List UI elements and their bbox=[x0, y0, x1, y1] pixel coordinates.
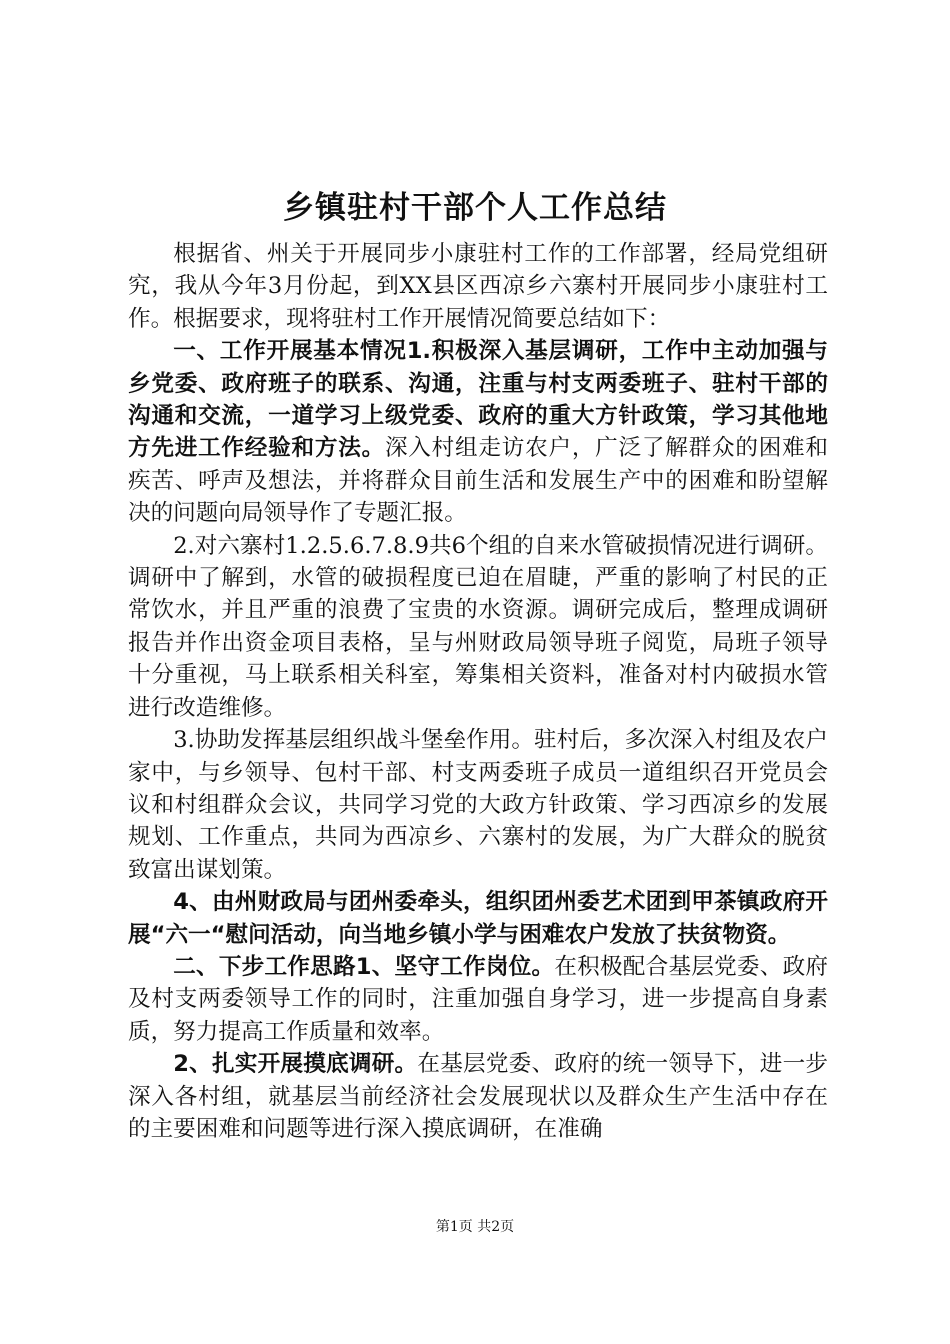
paragraph-next-item-2 bbox=[128, 1048, 828, 1145]
document-body bbox=[128, 238, 828, 1145]
paragraph-text: 在积极配合基层党委、政府及村支两委领导工作的同时，注重加强自身学习，进一步提高自身素质，努力提高工作质量和效率。 bbox=[128, 953, 828, 1045]
item-heading: 2、扎实开展摸底调研。 bbox=[173, 1051, 418, 1078]
paragraph-text: 根据省、州关于开展同步小康驻村工作的工作部署，经局党组研究，我从今年3月份起，到XX县区西凉乡六寨村开展同步小康驻村工作。根据要求，现将驻村工作开展情况简要总结如下： bbox=[128, 241, 828, 332]
paragraph-text: 深入村组走访农户，广泛了解群众的困难和疾苦、呼声及想法，并将群众目前生活和发展生产中的困难和盼望解决的问题向局领导作了专题汇报。 bbox=[128, 435, 829, 527]
paragraph-text: 3.协助发挥基层组织战斗堡垒作用。驻村后，多次深入村组及农户家中，与乡领导、包村干部、村支两委班子成员一道组织召开党员会议和村组群众会议，共同学习党的大政方针政策、学习西凉乡的发展规划、工作重点，共同为西凉乡、六寨村的发展，为广大群众的脱贫致富出谋划策。 bbox=[128, 727, 828, 883]
page-number: 第1页 共2页 bbox=[435, 1219, 515, 1235]
paragraph-item-4 bbox=[128, 886, 828, 951]
paragraph-text: 2.对六寨村1.2.5.6.7.8.9共6个组的自来水管破损情况进行调研。调研中了解到，水管的破损程度已迫在眉睫，严重的影响了村民的正常饮水，并且严重的浪费了宝贵的水资源。调研完成后，整理成调研报告并作出资金项目表格，呈与州财政局领导班子阅览，局班子领导十分重视，马上联系相关科室，筹集相关资料，准备对村内破损水管进行改造维修。 bbox=[128, 532, 828, 721]
section-heading: 一、工作开展基本情况1.积极深入基层调研，工作中主动加强与乡党委、政府班子的联系、沟通，注重与村支两委班子、驻村干部的沟通和交流，一道学习上级党委、政府的重大方针政策，学习其他地方先进工作经验和方法。 bbox=[128, 338, 828, 462]
paragraph-section-two bbox=[128, 951, 828, 1048]
paragraph-item-2 bbox=[128, 530, 828, 724]
document-title: 乡镇驻村干部个人工作总结 bbox=[283, 190, 667, 226]
paragraph-intro bbox=[128, 238, 828, 335]
paragraph-text: 在基层党委、政府的统一领导下，进一步深入各村组，就基层当前经济社会发展现状以及群众生产生活中存在的主要困难和问题等进行深入摸底调研，在准确 bbox=[128, 1051, 828, 1142]
paragraph-item-3 bbox=[128, 724, 828, 886]
paragraph-bold-text: 4、由州财政局与团州委牵头，组织团州委艺术团到甲茶镇政府开展“六一“慰问活动，向当地乡镇小学与困难农户发放了扶贫物资。 bbox=[128, 889, 828, 948]
section-heading: 二、下步工作思路1、坚守工作岗位。 bbox=[173, 953, 555, 980]
paragraph-section-one bbox=[128, 335, 828, 529]
